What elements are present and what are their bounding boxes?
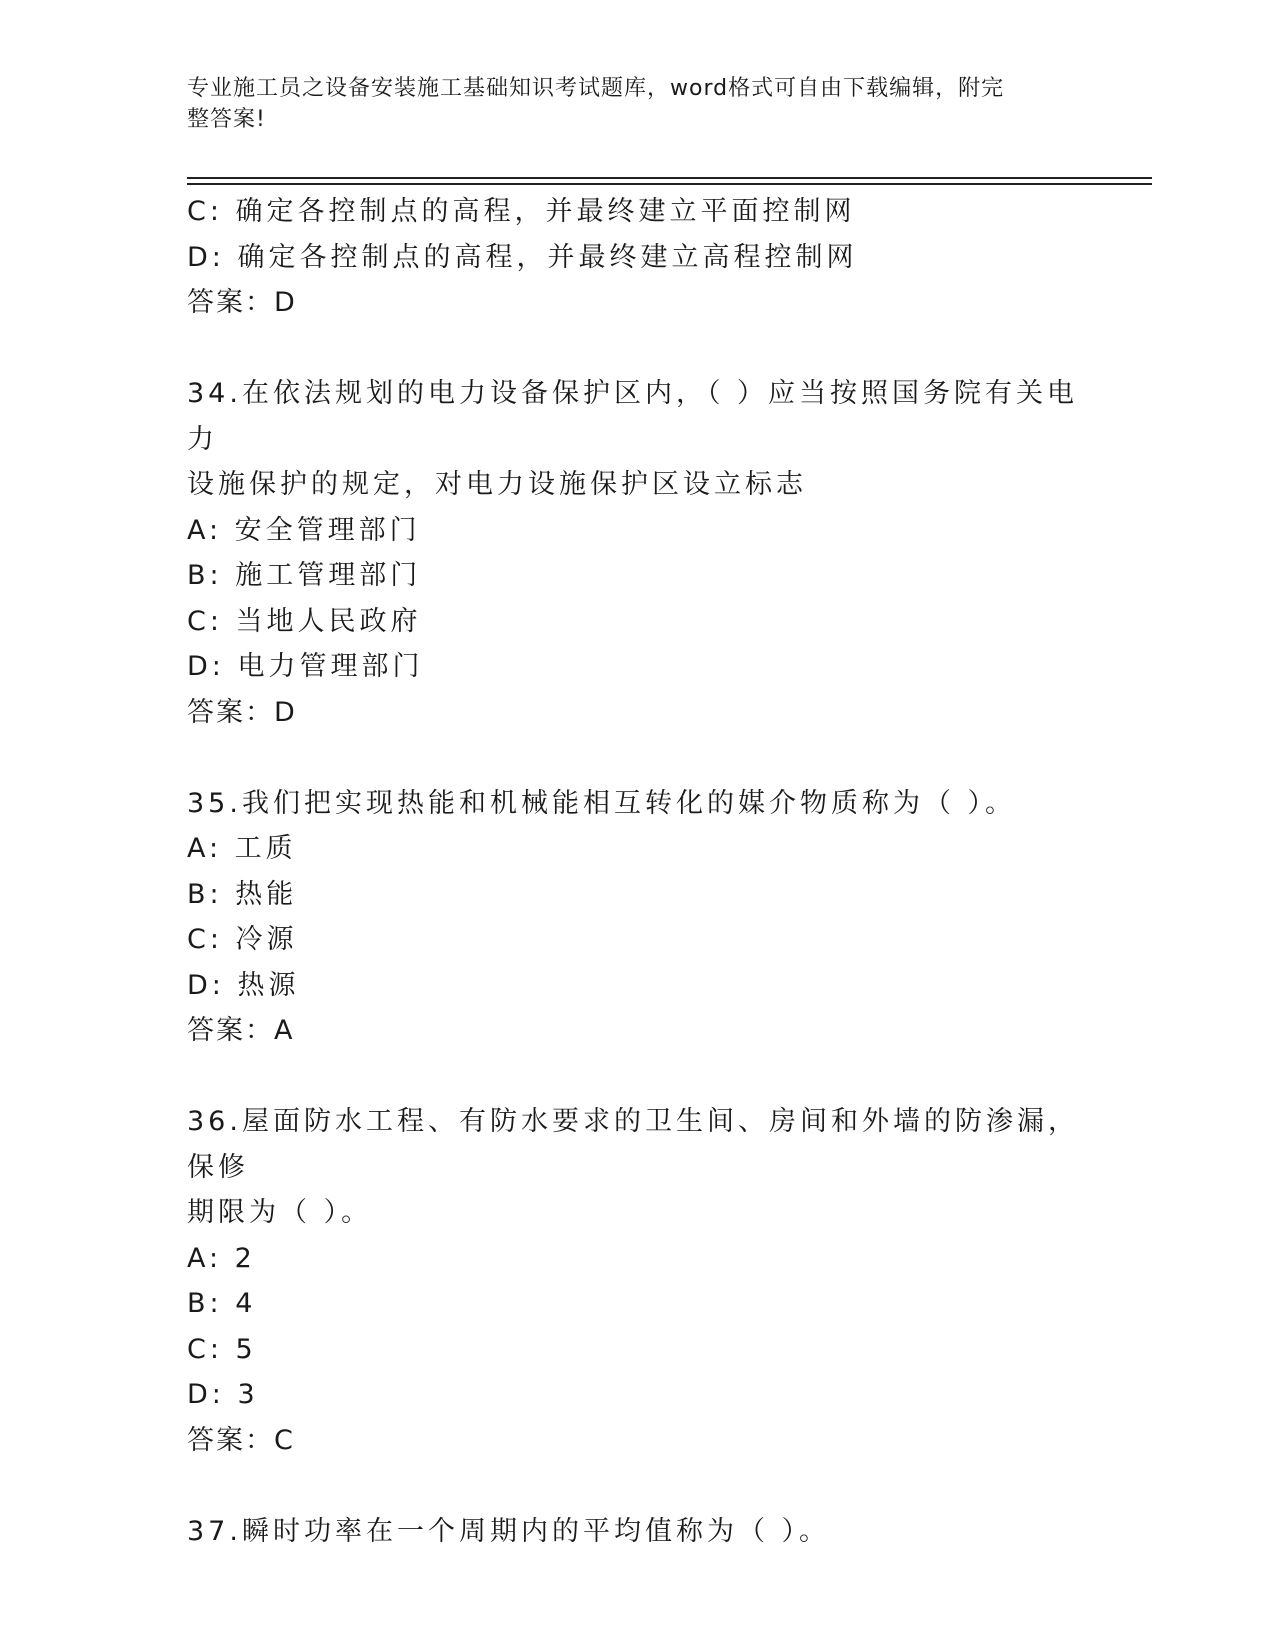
question-33-continued bbox=[187, 189, 1087, 326]
question-34 bbox=[187, 371, 1087, 735]
question-stem: 期限为（ ）。 bbox=[187, 1197, 373, 1228]
option-c: C: 当地人民政府 bbox=[187, 605, 422, 637]
question-stem: 37.瞬时功率在一个周期内的平均值称为（ ）。 bbox=[187, 1515, 831, 1547]
option-c: C: 5 bbox=[187, 1333, 257, 1365]
question-content bbox=[187, 189, 1087, 1554]
option-d: D: 电力管理部门 bbox=[187, 651, 424, 682]
question-stem: 设施保护的规定，对电力设施保护区设立标志 bbox=[187, 469, 807, 500]
option-b: B: 热能 bbox=[187, 878, 298, 910]
option-c: C: 确定各控制点的高程，并最终建立平面控制网 bbox=[187, 196, 856, 227]
option-a: A: 2 bbox=[187, 1242, 256, 1274]
spacer bbox=[187, 1463, 1087, 1509]
option-a: A: 工质 bbox=[187, 833, 297, 864]
option-b: B: 4 bbox=[187, 1288, 257, 1319]
header-divider-bottom bbox=[187, 183, 1152, 185]
question-stem: 34.在依法规划的电力设备保护区内，（ ）应当按照国务院有关电力 bbox=[187, 378, 1079, 455]
spacer bbox=[187, 735, 1087, 781]
question-35 bbox=[187, 781, 1087, 1054]
question-stem: 35.我们把实现热能和机械能相互转化的媒介物质称为（ ）。 bbox=[187, 787, 1017, 819]
option-c: C: 冷源 bbox=[187, 924, 298, 955]
option-b: B: 施工管理部门 bbox=[187, 560, 422, 591]
option-d: D: 确定各控制点的高程，并最终建立高程控制网 bbox=[187, 241, 858, 273]
answer-line: 答案：D bbox=[187, 696, 297, 728]
answer-line: 答案：D bbox=[187, 287, 297, 318]
document-header bbox=[187, 73, 1067, 135]
header-divider-top bbox=[187, 177, 1152, 179]
header-line-2: 整答案! bbox=[187, 107, 266, 132]
option-d: D: 3 bbox=[187, 1379, 259, 1410]
question-stem: 36.屋面防水工程、有防水要求的卫生间、房间和外墙的防渗漏，保修 bbox=[187, 1106, 1079, 1183]
option-a: A: 安全管理部门 bbox=[187, 514, 421, 546]
spacer bbox=[187, 326, 1087, 372]
question-36 bbox=[187, 1099, 1087, 1463]
question-37 bbox=[187, 1509, 1087, 1555]
header-line-1: 专业施工员之设备安装施工基础知识考试题库，word格式可自由下载编辑，附完 bbox=[187, 76, 1005, 101]
spacer bbox=[187, 1054, 1087, 1100]
answer-line: 答案：A bbox=[187, 1015, 295, 1046]
answer-line: 答案：C bbox=[187, 1424, 295, 1456]
option-d: D: 热源 bbox=[187, 969, 300, 1001]
